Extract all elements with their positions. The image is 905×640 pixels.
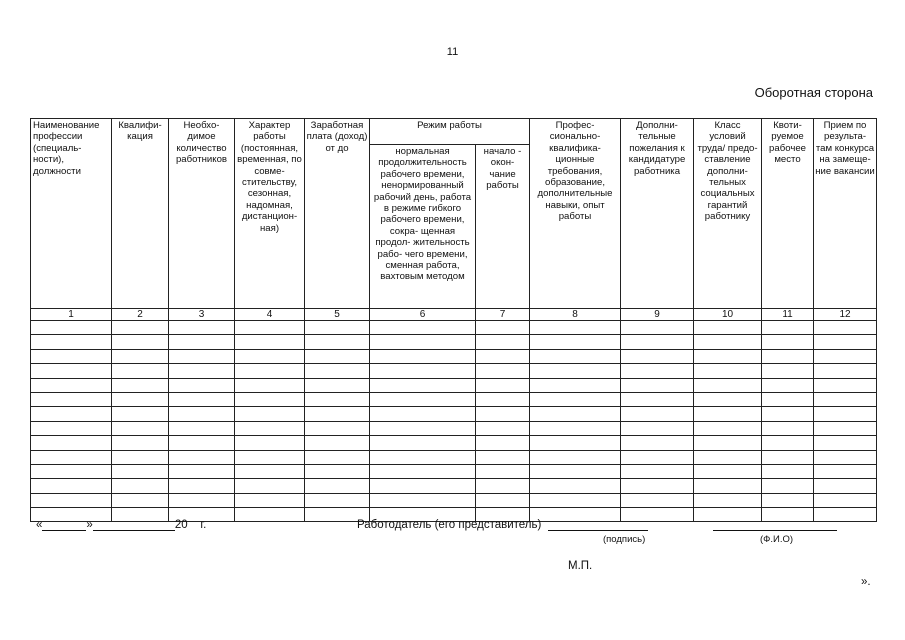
table-cell[interactable]: [31, 364, 112, 378]
table-cell[interactable]: [31, 479, 112, 493]
table-cell[interactable]: [762, 450, 814, 464]
side-title: Оборотная сторона: [754, 85, 873, 100]
header-start-end: начало - окон- чание работы: [476, 145, 530, 309]
table-cell[interactable]: [305, 378, 370, 392]
table-cell[interactable]: [235, 464, 305, 478]
table-cell[interactable]: [694, 321, 762, 335]
table-cell[interactable]: [370, 335, 476, 349]
table-cell[interactable]: [762, 378, 814, 392]
table-cell[interactable]: [169, 421, 235, 435]
table-cell[interactable]: [31, 493, 112, 507]
vacancy-table: [30, 118, 877, 522]
table-cell[interactable]: [476, 364, 530, 378]
table-cell[interactable]: [762, 479, 814, 493]
table-cell[interactable]: [169, 479, 235, 493]
table-cell[interactable]: [305, 493, 370, 507]
table-cell[interactable]: [814, 392, 877, 406]
table-cell[interactable]: [694, 479, 762, 493]
month-field[interactable]: [93, 518, 175, 531]
header-work-type: Характер работы (постоянная, временная, по совме- стительству, сезонная, надомная, дистанцион- ная): [235, 119, 305, 309]
column-number: 8: [530, 309, 621, 321]
table-cell[interactable]: [169, 335, 235, 349]
table-cell[interactable]: [762, 464, 814, 478]
name-field[interactable]: [713, 518, 837, 531]
table-row: [31, 464, 877, 478]
table-cell[interactable]: [762, 436, 814, 450]
signature-field[interactable]: [548, 518, 648, 531]
table-cell[interactable]: [169, 392, 235, 406]
table-cell[interactable]: [305, 479, 370, 493]
table-cell[interactable]: [235, 436, 305, 450]
table-cell[interactable]: [621, 436, 694, 450]
name-caption: (Ф.И.О): [760, 534, 794, 545]
table-cell[interactable]: [235, 378, 305, 392]
employer-label: Работодатель (его представитель): [357, 519, 542, 531]
employer-line: [357, 518, 648, 531]
table-cell[interactable]: [814, 479, 877, 493]
table-cell[interactable]: [476, 450, 530, 464]
signature-caption: (подпись): [603, 534, 646, 545]
table-cell[interactable]: [370, 349, 476, 363]
table-row: [31, 378, 877, 392]
table-cell[interactable]: [169, 493, 235, 507]
header-salary: Заработная плата (доход) от до: [305, 119, 370, 309]
table-cell[interactable]: [621, 392, 694, 406]
table-cell[interactable]: [370, 364, 476, 378]
table-cell[interactable]: [621, 450, 694, 464]
table-cell[interactable]: [370, 464, 476, 478]
header-profession: Наименование профессии (специаль- ности), должности: [31, 119, 112, 309]
closing-mark: ».: [861, 576, 871, 588]
table-cell[interactable]: [305, 450, 370, 464]
table-cell[interactable]: [530, 493, 621, 507]
table-cell[interactable]: [305, 436, 370, 450]
table-cell[interactable]: [530, 364, 621, 378]
header-quota: Квоти- руемое рабочее место: [762, 119, 814, 309]
table-cell[interactable]: [530, 464, 621, 478]
table-cell[interactable]: [476, 349, 530, 363]
table-cell[interactable]: [370, 378, 476, 392]
table-cell[interactable]: [169, 436, 235, 450]
table-cell[interactable]: [476, 335, 530, 349]
table-cell[interactable]: [621, 335, 694, 349]
table-cell[interactable]: [112, 407, 169, 421]
table-cell[interactable]: [235, 335, 305, 349]
table-cell[interactable]: [370, 479, 476, 493]
table-row: [31, 421, 877, 435]
table-cell[interactable]: [169, 407, 235, 421]
table-cell[interactable]: [694, 436, 762, 450]
table-cell[interactable]: [476, 421, 530, 435]
table-cell[interactable]: [694, 392, 762, 406]
table-cell[interactable]: [694, 335, 762, 349]
table-cell[interactable]: [169, 450, 235, 464]
column-number: 10: [694, 309, 762, 321]
table-cell[interactable]: [112, 378, 169, 392]
header-competition: Прием по результа- там конкурса на замеще- ние вакансии: [814, 119, 877, 309]
table-cell[interactable]: [112, 335, 169, 349]
table-cell[interactable]: [305, 421, 370, 435]
table-cell[interactable]: [31, 450, 112, 464]
table-cell[interactable]: [235, 364, 305, 378]
table-cell[interactable]: [814, 436, 877, 450]
table-cell[interactable]: [305, 335, 370, 349]
table-cell[interactable]: [235, 508, 305, 522]
table-cell[interactable]: [694, 421, 762, 435]
table-cell[interactable]: [694, 450, 762, 464]
table-cell[interactable]: [621, 407, 694, 421]
column-number: 9: [621, 309, 694, 321]
blank-rows: [31, 321, 877, 522]
table-cell[interactable]: [694, 493, 762, 507]
table-row: [31, 479, 877, 493]
table-cell[interactable]: [370, 493, 476, 507]
table-cell[interactable]: [370, 421, 476, 435]
table-cell[interactable]: [476, 407, 530, 421]
table-cell[interactable]: [762, 392, 814, 406]
table-cell[interactable]: [169, 464, 235, 478]
header-qualification: Квалифи- кация: [112, 119, 169, 309]
stamp-label: М.П.: [568, 560, 593, 572]
column-number: 7: [476, 309, 530, 321]
table-cell[interactable]: [31, 378, 112, 392]
table-cell[interactable]: [31, 349, 112, 363]
date-close-quote: »: [86, 519, 93, 531]
day-field[interactable]: [42, 518, 86, 531]
table-cell[interactable]: [31, 421, 112, 435]
table-cell[interactable]: [476, 321, 530, 335]
table-cell[interactable]: [530, 321, 621, 335]
table-cell[interactable]: [305, 321, 370, 335]
table-cell[interactable]: [530, 349, 621, 363]
table-cell[interactable]: [476, 436, 530, 450]
header-required-count: Необхо- димое количество работников: [169, 119, 235, 309]
table-cell[interactable]: [112, 349, 169, 363]
table-cell[interactable]: [305, 464, 370, 478]
table-cell[interactable]: [476, 378, 530, 392]
table-cell[interactable]: [476, 479, 530, 493]
table-cell[interactable]: [370, 436, 476, 450]
table-cell[interactable]: [530, 421, 621, 435]
table-cell[interactable]: [476, 464, 530, 478]
table-row: [31, 392, 877, 406]
table-cell[interactable]: [235, 321, 305, 335]
table-cell[interactable]: [305, 364, 370, 378]
table-cell[interactable]: [112, 421, 169, 435]
table-cell[interactable]: [112, 436, 169, 450]
header-working-hours: нормальная продолжительность рабочего времени, ненормированный рабочий день, работа в режиме гибкого рабочего времени, сокра- щенная продол- жительность рабо- чего времени, сменная работа, вахтовым методом: [370, 145, 476, 309]
table-cell[interactable]: [694, 349, 762, 363]
column-number: 2: [112, 309, 169, 321]
table-cell[interactable]: [370, 392, 476, 406]
table-row: [31, 450, 877, 464]
table-cell[interactable]: [235, 450, 305, 464]
table-cell[interactable]: [31, 392, 112, 406]
table-cell[interactable]: [235, 349, 305, 363]
table-cell[interactable]: [112, 464, 169, 478]
header-work-conditions: Класс условий труда/ предо- ставление дополни- тельных социальных гарантий работнику: [694, 119, 762, 309]
table-cell[interactable]: [31, 436, 112, 450]
table-cell[interactable]: [31, 321, 112, 335]
table-row: [31, 349, 877, 363]
column-number: 4: [235, 309, 305, 321]
table-cell[interactable]: [169, 321, 235, 335]
table-cell[interactable]: [370, 450, 476, 464]
table-cell[interactable]: [112, 321, 169, 335]
table-cell[interactable]: [762, 421, 814, 435]
table-cell[interactable]: [112, 493, 169, 507]
table-cell[interactable]: [31, 464, 112, 478]
table-cell[interactable]: [621, 493, 694, 507]
table-row: [31, 335, 877, 349]
table-cell[interactable]: [694, 378, 762, 392]
table-cell[interactable]: [112, 450, 169, 464]
table-cell[interactable]: [814, 364, 877, 378]
table-cell[interactable]: [235, 479, 305, 493]
table-cell[interactable]: [530, 378, 621, 392]
year-prefix: 20: [174, 519, 188, 531]
column-number: 5: [305, 309, 370, 321]
table-cell[interactable]: [530, 436, 621, 450]
column-number: 3: [169, 309, 235, 321]
column-number-row: [31, 309, 877, 321]
table-row: [31, 364, 877, 378]
table-cell[interactable]: [235, 421, 305, 435]
table-row: [31, 321, 877, 335]
table-cell[interactable]: [169, 364, 235, 378]
date-open-quote: «: [36, 519, 43, 531]
table-cell[interactable]: [476, 493, 530, 507]
table-cell[interactable]: [235, 407, 305, 421]
header-wishes: Дополни- тельные пожелания к кандидатуре работника: [621, 119, 694, 309]
table-cell[interactable]: [530, 479, 621, 493]
page-number: 11: [446, 46, 459, 58]
year-abbr: г.: [200, 519, 207, 531]
table-cell[interactable]: [169, 378, 235, 392]
table-cell[interactable]: [762, 321, 814, 335]
table-cell[interactable]: [112, 392, 169, 406]
table-cell[interactable]: [370, 407, 476, 421]
table-cell[interactable]: [621, 378, 694, 392]
table-cell[interactable]: [762, 335, 814, 349]
table-cell[interactable]: [814, 407, 877, 421]
header-requirements: Профес- сионально- квалифика- ционные требования, образование, дополнительные навыки, опыт работы: [530, 119, 621, 309]
table-cell[interactable]: [762, 364, 814, 378]
table-cell[interactable]: [814, 335, 877, 349]
table-cell[interactable]: [621, 364, 694, 378]
column-number: 1: [31, 309, 112, 321]
table-cell[interactable]: [814, 421, 877, 435]
date-line: [36, 518, 206, 531]
table-cell[interactable]: [530, 407, 621, 421]
table-cell[interactable]: [476, 392, 530, 406]
table-cell[interactable]: [112, 364, 169, 378]
table-row: [31, 407, 877, 421]
table-row: [31, 493, 877, 507]
table-cell[interactable]: [370, 321, 476, 335]
table-cell[interactable]: [621, 479, 694, 493]
table-cell[interactable]: [169, 349, 235, 363]
table-cell[interactable]: [762, 407, 814, 421]
header-work-mode: Режим работы: [370, 119, 530, 145]
table-cell[interactable]: [762, 349, 814, 363]
table-cell[interactable]: [235, 493, 305, 507]
table-cell[interactable]: [762, 493, 814, 507]
table-cell[interactable]: [694, 364, 762, 378]
column-number: 12: [814, 309, 877, 321]
column-number: 11: [762, 309, 814, 321]
table-cell[interactable]: [814, 464, 877, 478]
table-cell[interactable]: [530, 392, 621, 406]
column-number: 6: [370, 309, 476, 321]
table-cell[interactable]: [621, 349, 694, 363]
table-row: [31, 436, 877, 450]
table-cell[interactable]: [814, 378, 877, 392]
table-cell[interactable]: [305, 349, 370, 363]
table-cell[interactable]: [235, 392, 305, 406]
table-cell[interactable]: [530, 450, 621, 464]
table-cell[interactable]: [31, 335, 112, 349]
table-cell[interactable]: [112, 479, 169, 493]
table-cell[interactable]: [305, 392, 370, 406]
table-cell[interactable]: [694, 407, 762, 421]
table-cell[interactable]: [814, 450, 877, 464]
table-cell[interactable]: [621, 321, 694, 335]
table-cell[interactable]: [621, 464, 694, 478]
table-cell[interactable]: [31, 407, 112, 421]
name-line: [713, 518, 837, 531]
table-cell[interactable]: [621, 421, 694, 435]
table-cell[interactable]: [530, 335, 621, 349]
table-cell[interactable]: [814, 321, 877, 335]
table-cell[interactable]: [814, 349, 877, 363]
table-cell[interactable]: [694, 464, 762, 478]
table-cell[interactable]: [305, 407, 370, 421]
table-cell[interactable]: [814, 493, 877, 507]
